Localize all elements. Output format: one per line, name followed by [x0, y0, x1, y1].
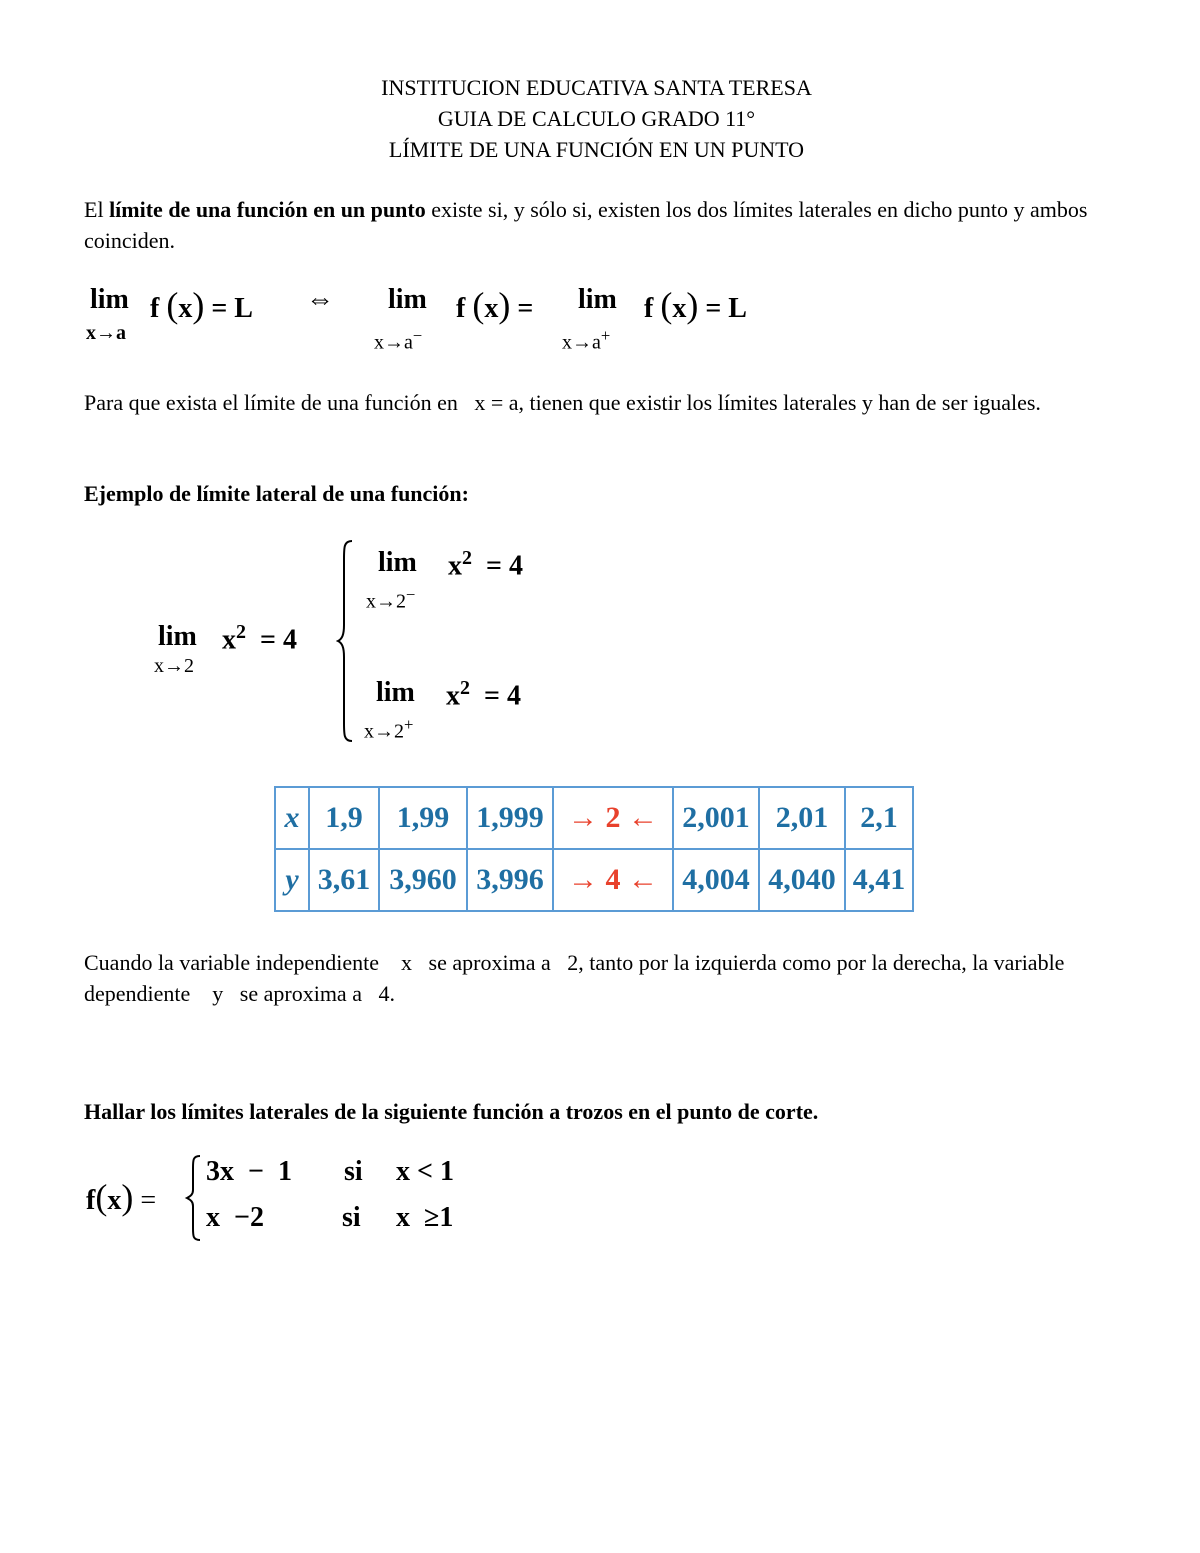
example-formula — [150, 535, 600, 745]
limit-definition-formula — [84, 280, 804, 355]
iff-symbol: ⇔ — [306, 284, 334, 315]
table-cell: 1,999 — [467, 787, 553, 849]
left-brace-icon — [184, 1154, 204, 1242]
piecewise-fx: f(x) = — [86, 1177, 157, 1217]
table-cell: 4,040 — [759, 849, 845, 911]
lim-right: lim — [578, 284, 617, 315]
lim-left-sub: x→a− — [374, 326, 423, 354]
piecewise-function — [84, 1152, 504, 1244]
intro-text-a: El — [84, 197, 110, 222]
table-cell: 2,01 — [759, 787, 845, 849]
piece1-si: si — [344, 1156, 363, 1187]
example-right-expr: $x^2 = 4$ — [446, 677, 521, 712]
y-label: y — [275, 849, 309, 911]
page-title: LÍMITE DE UNA FUNCIÓN EN UN PUNTO — [388, 137, 805, 162]
example-lim-main: lim — [158, 621, 197, 652]
piece2-condition: x ≥1 — [396, 1202, 454, 1233]
intro-text-b: existe si, y sólo si, existen los dos límites laterales en dicho punto y ambos coinciden. — [84, 197, 1088, 253]
piece1-expression: 3x − 1 — [206, 1156, 292, 1187]
lim-right-sub: x→a+ — [562, 326, 611, 354]
table-cell: 3,61 — [309, 849, 379, 911]
table-cell: 3,960 — [379, 849, 467, 911]
table-cell-center: → 2 ← — [553, 787, 673, 849]
table-cell: 3,996 — [467, 849, 553, 911]
school-name: INSTITUCION EDUCATIVA SANTA TERESA — [381, 75, 812, 100]
x-label: x — [275, 787, 309, 849]
guide-title: GUIA DE CALCULO GRADO 11° — [437, 106, 756, 131]
fx-right: f (x) = L — [644, 285, 747, 325]
example-main-expr: $x^2 = 4$ — [222, 621, 297, 656]
condition-paragraph: Para que exista el límite de una función en x = a, tienen que existir los límites laterales y han de ser iguales. — [84, 390, 1041, 415]
lim-main: lim — [90, 284, 129, 315]
lim-left: lim — [388, 284, 427, 315]
table-row-y — [275, 849, 913, 911]
exercise-heading: Hallar los límites laterales de la siguiente función a trozos en el punto de corte. — [84, 1099, 819, 1124]
example-lim-right-sub: x→2+ — [364, 715, 414, 743]
lim-main-sub: x→a — [86, 322, 126, 344]
left-brace-icon — [336, 539, 356, 743]
example-heading: Ejemplo de límite lateral de una función: — [84, 481, 469, 506]
example-left-expr: $x^2 = 4$ — [448, 547, 523, 582]
table-cell: 1,9 — [309, 787, 379, 849]
example-lim-left-sub: x→2− — [366, 585, 416, 613]
fx-main: f (x) = L — [150, 285, 253, 325]
table-cell: 2,001 — [673, 787, 759, 849]
table-cell-center: → 4 ← — [553, 849, 673, 911]
piece2-expression: x −2 — [206, 1202, 264, 1233]
values-table — [274, 786, 914, 912]
table-cell: 1,99 — [379, 787, 467, 849]
table-cell: 2,1 — [845, 787, 913, 849]
example-lim-left: lim — [378, 547, 417, 578]
example-lim-main-sub: x→2 — [154, 655, 194, 677]
intro-bold-term: límite de una función en un punto — [109, 197, 426, 222]
intro-paragraph — [84, 194, 1124, 256]
explanation-paragraph: Cuando la variable independiente x se aproxima a 2, tanto por la izquierda como por la derecha, la variable dependiente y se aproxima a 4. — [84, 950, 1070, 1006]
table-cell: 4,41 — [845, 849, 913, 911]
piece2-si: si — [342, 1202, 361, 1233]
piece1-condition: x < 1 — [396, 1156, 454, 1187]
table-cell: 4,004 — [673, 849, 759, 911]
example-lim-right: lim — [376, 677, 415, 708]
fx-left: f (x) = — [456, 285, 534, 325]
table-row-x — [275, 787, 913, 849]
